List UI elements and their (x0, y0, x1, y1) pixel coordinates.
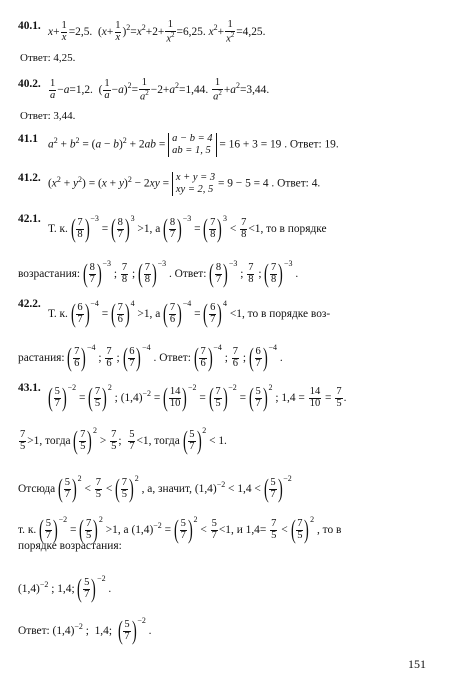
answer-text: Ответ: 4,25. (20, 52, 76, 64)
formula: $a^2 + b^2 = (a - b)^2 + 2ab$ = a − b = 4 ab = 1, 5 = 16 + 3 = 19 . Ответ: 19. (48, 133, 339, 157)
formula: Т. к. ( $\frac{6}{7}$ ) $^{-4}$ = ( $\frac{7}{6}$ ) $^4$ >1, а ( $\frac{7}{6}$ ) $^{-4}$ = ( $\frac{6}{7}$ ) $^4$ <1, то в порядке воз- (48, 299, 331, 329)
formula: возрастания: ( $\frac{8}{7}$ ) $^{-3}$ ; $\frac{7}{8}$ ; ( $\frac{7}{8}$ ) $^{-3}$ . Ответ: ( $\frac{8}{7}$ ) $^{-3}$ ; $\frac{7}{8}$ ; ( $\frac{7}{8}$ ) $^{-3}$ . (18, 259, 299, 289)
problem-number: 42.1. (18, 213, 41, 225)
formula: ( $\frac{5}{7}$ ) $^{-2}$ = ( $\frac{7}{5}$ ) $^2$ ; $(1,4)^{-2}$ = ( $\frac{14}{10}$ ) $^{-2}$ = ( $\frac{7}{5}$ ) $^{-2}$ = ( $\frac{5}{7}$ ) $^2$ ; 1,4 = $\frac{14}{10}$ = $\frac{7}{5}$ . (47, 383, 347, 413)
formula: $\frac{1}{a}$ −a=1,2. ( $\frac{1}{a}$ −a)$^2$= $\frac{1}{a^2}$ $-2+a^2=1,44$. $\frac{1}{a^2}$ $+a^2=3,44$. (50, 77, 270, 102)
problem-number: 40.2. (18, 78, 41, 90)
formula: $\frac{7}{5}$ >1, тогда ( $\frac{7}{5}$ ) $^2$ > $\frac{7}{5}$ ; $\frac{5}{7}$ <1, тогда ( $\frac{5}{7}$ ) $^2$ < 1. (20, 426, 227, 456)
formula: Т. к. ( $\frac{7}{8}$ ) $^{-3}$ = ( $\frac{8}{7}$ ) $^3$ >1, а ( $\frac{8}{7}$ ) $^{-3}$ = ( $\frac{7}{8}$ ) $^3$ < $\frac{7}{8}$ <1, то в порядке (48, 214, 327, 244)
text: порядке возрастания: (18, 540, 122, 552)
formula: растания: ( $\frac{7}{6}$ ) $^{-4}$ ; $\frac{7}{6}$ ; ( $\frac{6}{7}$ ) $^{-4}$ . Ответ: ( $\frac{7}{6}$ ) $^{-4}$ ; $\frac{7}{6}$ ; ( $\frac{6}{7}$ ) $^{-4}$ . (18, 343, 283, 373)
problem-number: 41.1 (18, 133, 38, 145)
formula: $(x^2 + y^2) = (x + y)^2 - 2xy$ = x + y = 3 xy = 2, 5 = 9 − 5 = 4 . Ответ: 4. (48, 172, 321, 196)
problem-number: 42.2. (18, 298, 41, 310)
problem-number: 43.1. (18, 382, 41, 394)
formula: x+ $\frac{1}{x}$ =2,5. (x+ $\frac{1}{x}$ )$^2=x^2+2+$ $\frac{1}{x^2}$ =6,25. $x^2+$ $\frac{1}{x^2}$ =4,25. (48, 19, 266, 44)
formula: т. к. ( $\frac{5}{7}$ ) $^{-2}$ = ( $\frac{7}{5}$ ) $^2$ >1, а $(1,4)^{-2}$ = ( $\frac{5}{7}$ ) $^2$ < $\frac{5}{7}$ <1, и 1,4= $\frac{7}{5}$ < ( $\frac{7}{5}$ ) $^2$ , то в (18, 515, 342, 545)
problem-number: 41.2. (18, 172, 41, 184)
page-number: 151 (408, 657, 426, 671)
problem-number: 40.1. (18, 20, 41, 32)
answer-text: Ответ: 3,44. (20, 110, 76, 122)
formula: Отсюда ( $\frac{5}{7}$ ) $^2$ < $\frac{7}{5}$ < ( $\frac{7}{5}$ ) $^2$ , а, значит, $(1,4)^{-2} < 1,4$ < ( $\frac{5}{7}$ ) $^{-2}$ (18, 474, 292, 504)
formula: $(1,4)^{-2}$ ; 1,4; ( $\frac{5}{7}$ ) $^{-2}$ . (18, 574, 112, 604)
formula: Ответ: $(1,4)^{-2}$ ; 1,4; ( $\frac{5}{7}$ ) $^{-2}$ . (18, 616, 152, 646)
